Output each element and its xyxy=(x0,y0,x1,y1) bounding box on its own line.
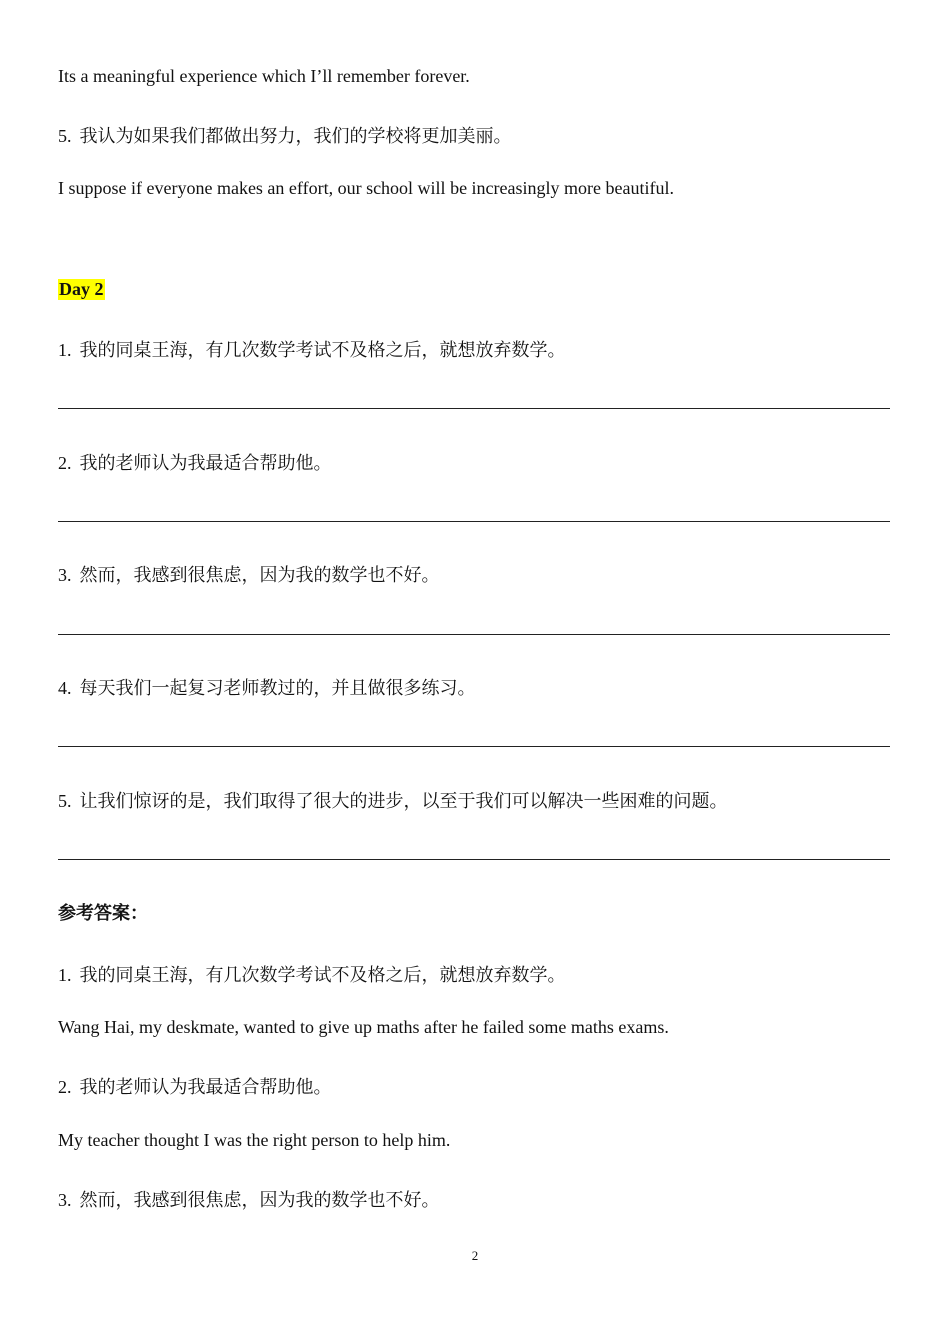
item-number: 3. xyxy=(58,1190,72,1210)
answer-blank-line-3 xyxy=(58,634,890,635)
page-number: 2 xyxy=(471,1248,479,1263)
item-chinese-text: 然而，我感到很焦虑，因为我的数学也不好。 xyxy=(79,565,440,586)
item-chinese-text: 我的老师认为我最适合帮助他。 xyxy=(79,1077,332,1098)
item-number: 1. xyxy=(58,340,72,360)
item-chinese-text: 我的老师认为我最适合帮助他。 xyxy=(79,453,332,474)
exercise-item-3 xyxy=(58,561,440,587)
item-chinese-text: 每天我们一起复习老师教过的，并且做很多练习。 xyxy=(79,678,476,699)
day-2-heading: Day 2 xyxy=(59,279,104,299)
exercise-item-4 xyxy=(58,674,476,700)
item-chinese-text: 我的同桌王海，有几次数学考试不及格之后，就想放弃数学。 xyxy=(79,965,566,986)
answer-item-2-english: My teacher thought I was the right person to help him. xyxy=(58,1130,451,1150)
item-chinese-text: 让我们惊讶的是，我们取得了很大的进步，以至于我们可以解决一些困难的问题。 xyxy=(79,791,728,812)
answer-blank-line-1 xyxy=(58,408,890,409)
previous-item-5-english: I suppose if everyone makes an effort, our school will be increasingly more beautiful. xyxy=(58,178,674,198)
item-number: 4. xyxy=(58,678,72,698)
item-number: 5. xyxy=(58,791,72,811)
answer-blank-line-5 xyxy=(58,859,890,860)
item-number: 2. xyxy=(58,453,72,473)
item-chinese-text: 我的同桌王海，有几次数学考试不及格之后，就想放弃数学。 xyxy=(79,340,566,361)
exercise-item-1 xyxy=(58,336,566,362)
answer-item-1 xyxy=(58,961,566,987)
item-number: 3. xyxy=(58,565,72,585)
answer-item-3 xyxy=(58,1186,440,1212)
previous-item-5 xyxy=(58,122,512,148)
item-number: 1. xyxy=(58,965,72,985)
previous-answer-line: Its a meaningful experience which I’ll remember forever. xyxy=(58,66,470,86)
item-number: 5. xyxy=(58,126,72,146)
item-number: 2. xyxy=(58,1077,72,1097)
item-chinese-text: 我认为如果我们都做出努力，我们的学校将更加美丽。 xyxy=(79,126,512,147)
answer-blank-line-2 xyxy=(58,521,890,522)
answer-blank-line-4 xyxy=(58,746,890,747)
answer-item-2 xyxy=(58,1073,332,1099)
exercise-item-5 xyxy=(58,787,728,813)
answer-item-1-english: Wang Hai, my deskmate, wanted to give up maths after he failed some maths exams. xyxy=(58,1017,669,1037)
exercise-item-2 xyxy=(58,449,332,475)
item-chinese-text: 然而，我感到很焦虑，因为我的数学也不好。 xyxy=(79,1190,440,1211)
reference-answers-heading: 参考答案： xyxy=(58,903,148,924)
